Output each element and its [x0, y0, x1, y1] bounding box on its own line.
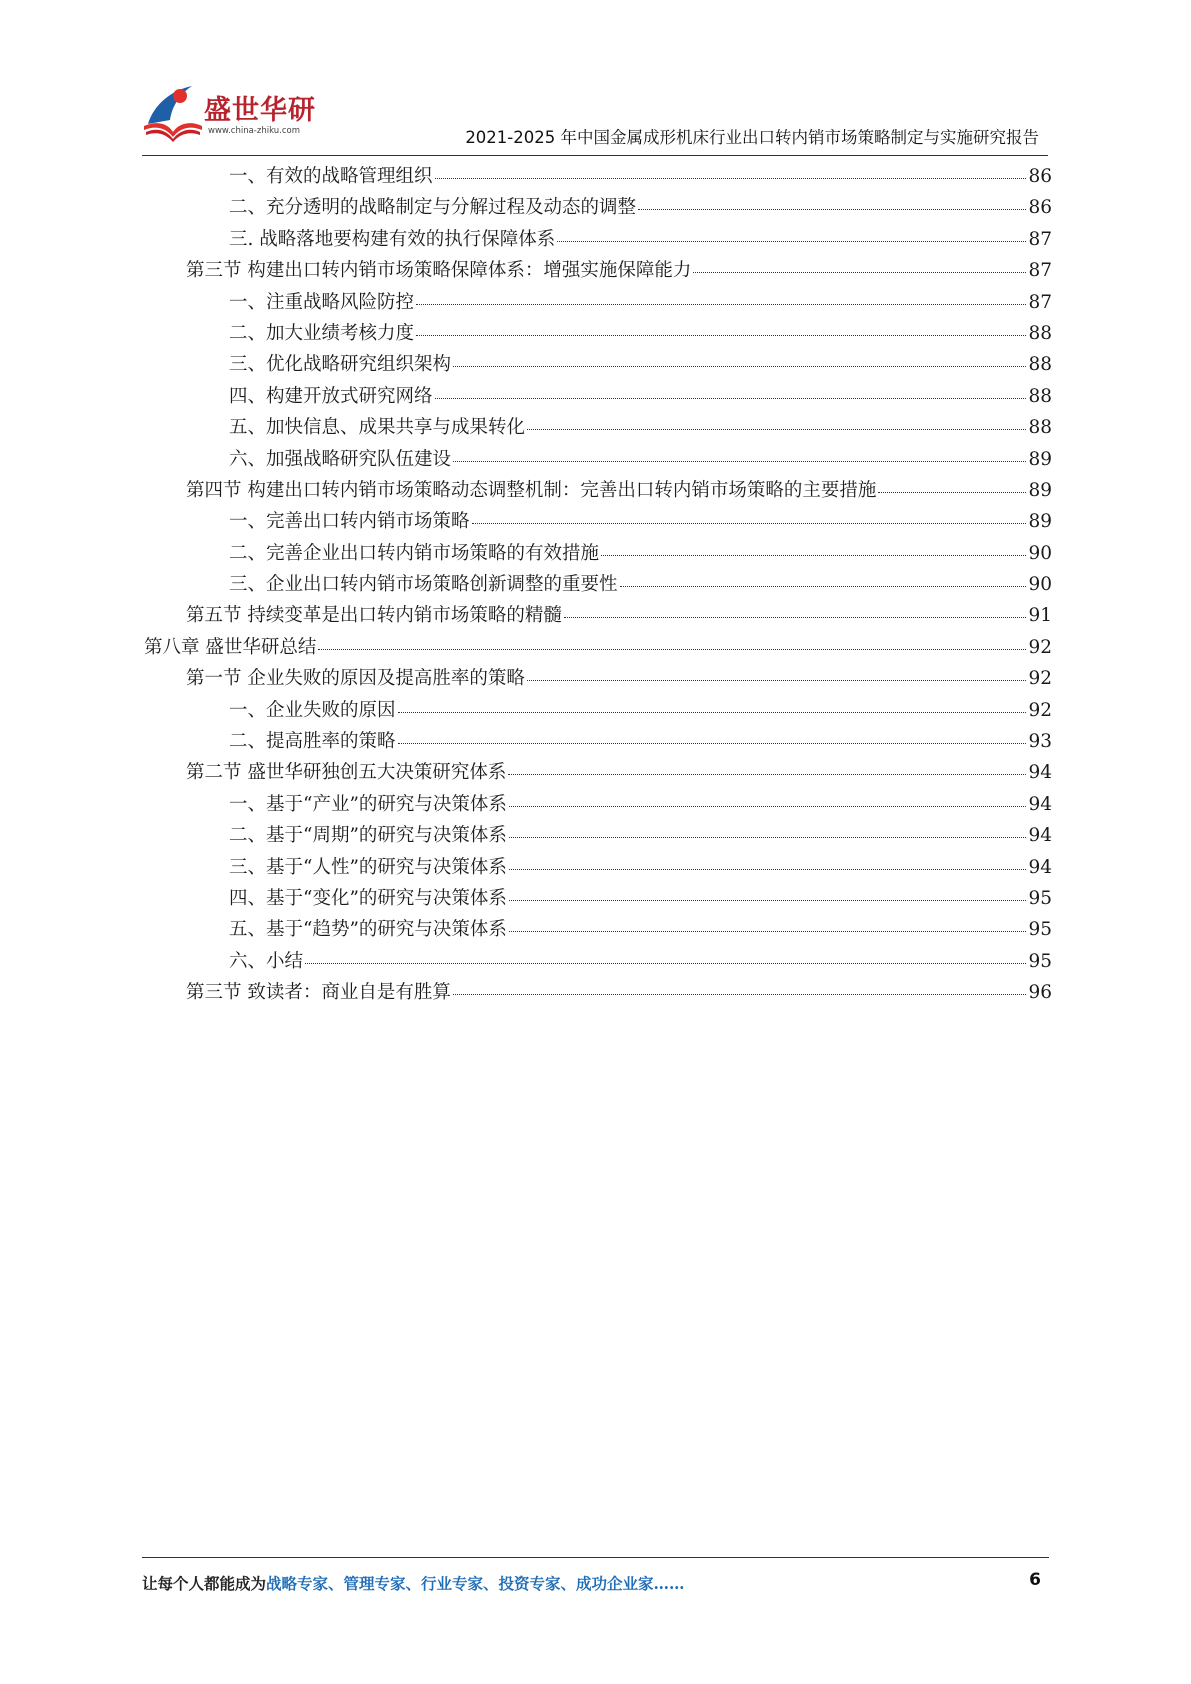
footer-slogan-highlight: 战略专家、管理专家、行业专家、投资专家、成功企业家…… [266, 1574, 685, 1593]
toc-entry-title: 一、完善出口转内销市场策略 [229, 511, 470, 533]
toc-dot-leader [527, 429, 1026, 430]
toc-entry-page: 94 [1028, 762, 1052, 784]
toc-dot-leader [509, 837, 1027, 838]
toc-entry-page: 92 [1028, 636, 1052, 658]
toc-entry-title: 六、小结 [229, 950, 304, 972]
toc-dot-leader [435, 178, 1027, 179]
toc-entry-page: 89 [1028, 448, 1052, 470]
toc-entry-title: 一、企业失败的原因 [229, 699, 396, 721]
toc-entry-page: 96 [1028, 982, 1052, 1004]
header-divider [142, 155, 1048, 156]
toc-dot-leader [472, 523, 1027, 524]
toc-entry[interactable] [140, 570, 1052, 601]
toc-entry-page: 94 [1028, 793, 1052, 815]
toc-entry-title: 六、加强战略研究队伍建设 [229, 448, 452, 470]
toc-entry[interactable] [140, 884, 1052, 915]
toc-dot-leader [318, 649, 1026, 650]
toc-dot-leader [620, 586, 1027, 587]
toc-dot-leader [453, 994, 1027, 995]
toc-entry-page: 94 [1028, 825, 1052, 847]
toc-entry[interactable] [140, 413, 1052, 444]
toc-entry-page: 92 [1028, 668, 1052, 690]
toc-entry[interactable] [140, 193, 1052, 224]
toc-entry[interactable] [140, 790, 1052, 821]
toc-dot-leader [435, 398, 1027, 399]
toc-entry-title: 四、基于“变化”的研究与决策体系 [229, 887, 507, 909]
toc-dot-leader [638, 209, 1026, 210]
toc-entry-title: 五、加快信息、成果共享与成果转化 [229, 417, 526, 439]
toc-entry[interactable] [140, 633, 1052, 664]
footer-slogan-prefix: 让每个人都能成为 [142, 1574, 267, 1593]
toc-dot-leader [398, 712, 1027, 713]
toc-dot-leader [416, 335, 1026, 336]
toc-entry-title: 三、优化战略研究组织架构 [229, 354, 452, 376]
toc-entry-title: 二、充分透明的战略制定与分解过程及动态的调整 [229, 197, 637, 219]
toc-entry-title: 第三节 构建出口转内销市场策略保障体系：增强实施保障能力 [186, 260, 692, 282]
toc-entry[interactable] [140, 319, 1052, 350]
toc-entry[interactable] [140, 476, 1052, 507]
toc-dot-leader [453, 461, 1026, 462]
toc-entry[interactable] [140, 821, 1052, 852]
toc-dot-leader [508, 774, 1026, 775]
toc-entry-title: 第四节 构建出口转内销市场策略动态调整机制：完善出口转内销市场策略的主要措施 [186, 479, 877, 501]
company-logo [140, 80, 315, 148]
toc-entry[interactable] [140, 288, 1052, 319]
toc-entry-title: 二、基于“周期”的研究与决策体系 [229, 825, 507, 847]
toc-entry-page: 89 [1028, 511, 1052, 533]
toc-entry-title: 三、基于“人性”的研究与决策体系 [229, 856, 507, 878]
toc-entry-page: 86 [1028, 166, 1052, 187]
toc-entry-title: 三. 战略落地要构建有效的执行保障体系 [229, 228, 556, 250]
toc-entry-title: 二、加大业绩考核力度 [229, 322, 415, 344]
toc-dot-leader [305, 963, 1026, 964]
toc-entry-page: 89 [1028, 479, 1052, 501]
toc-entry[interactable] [140, 601, 1052, 632]
toc-entry[interactable] [140, 696, 1052, 727]
toc-entry[interactable] [140, 947, 1052, 978]
toc-dot-leader [878, 492, 1026, 493]
toc-entry-page: 95 [1028, 950, 1052, 972]
toc-entry[interactable] [140, 162, 1052, 193]
toc-entry[interactable] [140, 758, 1052, 789]
toc-entry[interactable] [140, 978, 1052, 1009]
toc-entry-title: 一、有效的战略管理组织 [229, 166, 433, 187]
footer-slogan [142, 1572, 685, 1594]
toc-entry-title: 第一节 企业失败的原因及提高胜率的策略 [186, 668, 525, 690]
toc-entry-page: 90 [1028, 574, 1052, 596]
page-number: 6 [1029, 1570, 1041, 1590]
toc-entry[interactable] [140, 256, 1052, 287]
table-of-contents [140, 162, 1052, 1010]
toc-entry-title: 第三节 致读者：商业自是有胜算 [186, 982, 451, 1004]
toc-entry-title: 五、基于“趋势”的研究与决策体系 [229, 919, 507, 941]
toc-entry-page: 92 [1028, 699, 1052, 721]
toc-entry[interactable] [140, 664, 1052, 695]
toc-entry-page: 87 [1028, 228, 1052, 250]
toc-entry-page: 88 [1028, 354, 1052, 376]
toc-entry-page: 94 [1028, 856, 1052, 878]
toc-entry-title: 三、企业出口转内销市场策略创新调整的重要性 [229, 574, 618, 596]
toc-dot-leader [509, 931, 1027, 932]
toc-entry[interactable] [140, 915, 1052, 946]
footer-divider [142, 1557, 1049, 1558]
toc-entry-title: 第二节 盛世华研独创五大决策研究体系 [186, 762, 507, 784]
toc-entry-title: 一、基于“产业”的研究与决策体系 [229, 793, 507, 815]
toc-dot-leader [416, 304, 1026, 305]
toc-entry-page: 93 [1028, 731, 1052, 753]
toc-dot-leader [509, 806, 1027, 807]
toc-dot-leader [509, 900, 1027, 901]
toc-entry-page: 90 [1028, 542, 1052, 564]
toc-entry[interactable] [140, 853, 1052, 884]
toc-dot-leader [564, 617, 1027, 618]
toc-entry-page: 87 [1028, 260, 1052, 282]
toc-entry-page: 88 [1028, 417, 1052, 439]
toc-dot-leader [509, 869, 1027, 870]
toc-entry-page: 88 [1028, 385, 1052, 407]
toc-entry-title: 第八章 盛世华研总结 [144, 636, 317, 658]
toc-entry[interactable] [140, 225, 1052, 256]
toc-entry-page: 95 [1028, 919, 1052, 941]
toc-entry[interactable] [140, 727, 1052, 758]
toc-entry-title: 二、提高胜率的策略 [229, 731, 396, 753]
logo-book-icon [140, 80, 206, 148]
toc-entry[interactable] [140, 445, 1052, 476]
toc-entry-title: 第五节 持续变革是出口转内销市场策略的精髓 [186, 605, 562, 627]
toc-entry[interactable] [140, 539, 1052, 570]
toc-entry[interactable] [140, 507, 1052, 538]
toc-entry-page: 88 [1028, 322, 1052, 344]
toc-dot-leader [398, 743, 1027, 744]
logo-text: 盛世华研 [204, 95, 316, 126]
toc-entry-page: 87 [1028, 291, 1052, 313]
toc-entry[interactable] [140, 382, 1052, 413]
logo-url: www.china-zhiku.com [208, 126, 300, 136]
toc-entry-title: 四、构建开放式研究网络 [229, 385, 433, 407]
toc-dot-leader [453, 366, 1026, 367]
toc-dot-leader [557, 241, 1026, 242]
toc-entry-title: 二、完善企业出口转内销市场策略的有效措施 [229, 542, 600, 564]
toc-entry-page: 95 [1028, 887, 1052, 909]
toc-dot-leader [601, 555, 1026, 556]
toc-entry[interactable] [140, 350, 1052, 381]
report-title: 2021-2025 年中国金属成形机床行业出口转内销市场策略制定与实施研究报告 [465, 128, 1039, 147]
toc-dot-leader [693, 272, 1026, 273]
toc-dot-leader [527, 680, 1027, 681]
toc-entry-title: 一、注重战略风险防控 [229, 291, 415, 313]
toc-entry-page: 86 [1028, 197, 1052, 219]
toc-entry-page: 91 [1028, 605, 1052, 627]
